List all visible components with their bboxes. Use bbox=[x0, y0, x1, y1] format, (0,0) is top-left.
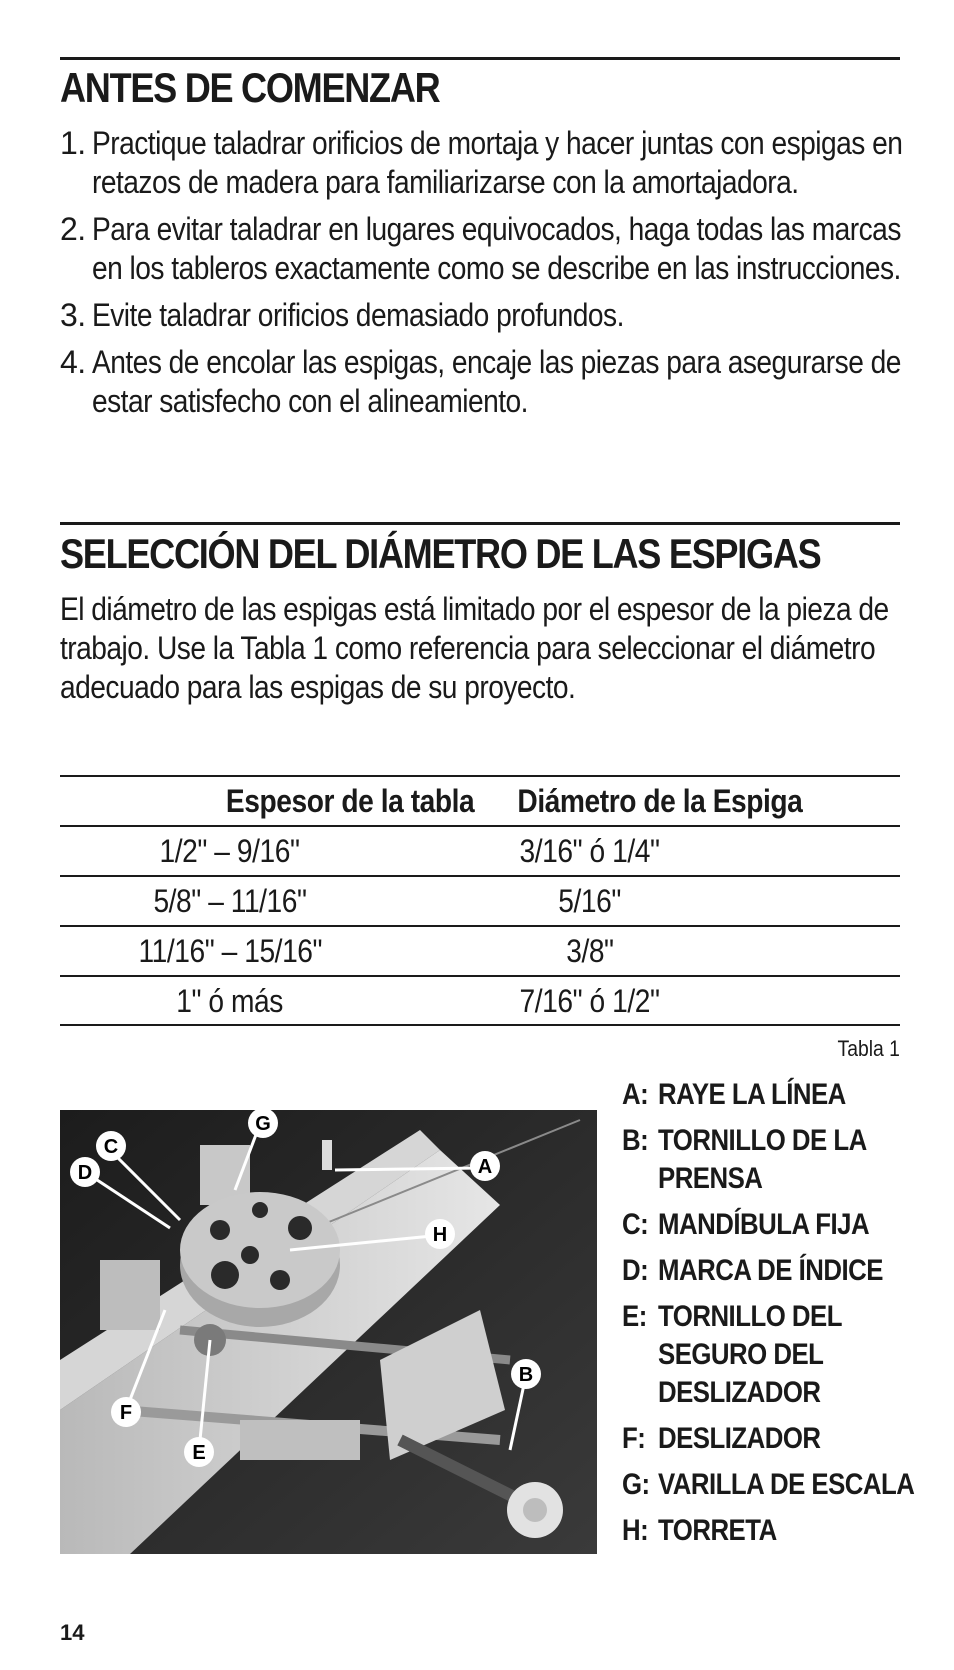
section-rule-seleccion bbox=[60, 522, 900, 525]
list-text: Antes de encolar las espigas, encaje las piezas para asegurarse de estar satisfecho con el alineamiento. bbox=[92, 344, 901, 419]
list-number: 3. bbox=[60, 297, 86, 333]
list-item bbox=[60, 343, 920, 421]
callout-d bbox=[70, 1157, 100, 1187]
table-row bbox=[60, 876, 900, 926]
table-row bbox=[60, 826, 900, 876]
section-rule-top bbox=[60, 57, 900, 60]
table-header: Espesor de la tabla bbox=[225, 783, 475, 819]
svg-text:H: H bbox=[432, 1224, 448, 1246]
list-number: 1. bbox=[60, 125, 86, 161]
section-title-antes: ANTES DE COMENZAR bbox=[60, 64, 440, 111]
table-header: Diámetro de la Espiga bbox=[517, 783, 803, 819]
callout-b bbox=[511, 1359, 541, 1389]
list-number: 2. bbox=[60, 211, 86, 247]
parts-legend bbox=[622, 1076, 942, 1558]
legend-item: E: TORNILLO DEL SEGURO DEL DESLIZADOR bbox=[622, 1300, 842, 1409]
section-title-seleccion: SELECCIÓN DEL DIÁMETRO DE LAS ESPIGAS bbox=[60, 530, 821, 577]
table-rule bbox=[60, 975, 900, 977]
list-text: Evite taladrar orificios demasiado profundos. bbox=[92, 297, 624, 333]
legend-item: D: MARCA DE ÍNDICE bbox=[622, 1254, 883, 1287]
table-rule bbox=[60, 825, 900, 827]
table-caption: Tabla 1 bbox=[837, 1036, 900, 1061]
callout-a bbox=[470, 1151, 500, 1181]
table-cell: 5/16" bbox=[558, 883, 622, 919]
list-text: Practique taladrar orificios de mortaja y hacer juntas con espigas en retazos de madera para familiarizarse con la amortajadora. bbox=[92, 125, 903, 200]
legend-item: G: VARILLA DE ESCALA bbox=[622, 1468, 915, 1501]
legend-item: C: MANDÍBULA FIJA bbox=[622, 1208, 870, 1241]
list-number: 4. bbox=[60, 344, 86, 380]
steps-list bbox=[60, 124, 920, 429]
list-item bbox=[60, 124, 920, 202]
legend-item: A: RAYE LA LÍNEA bbox=[622, 1078, 846, 1111]
callout-f bbox=[111, 1397, 141, 1427]
table-cell: 1" ó más bbox=[176, 983, 284, 1019]
table-rule bbox=[60, 925, 900, 927]
legend-item: B: TORNILLO DE LA PRENSA bbox=[622, 1124, 866, 1195]
svg-text:A: A bbox=[477, 1156, 493, 1178]
table-header-row bbox=[60, 776, 900, 826]
svg-text:F: F bbox=[119, 1402, 133, 1424]
table-cell: 11/16" – 15/16" bbox=[138, 933, 322, 969]
jig-illustration bbox=[60, 1110, 597, 1554]
table-rule bbox=[60, 875, 900, 877]
legend-item: F: DESLIZADOR bbox=[622, 1422, 821, 1455]
list-item bbox=[60, 210, 920, 288]
table-row bbox=[60, 926, 900, 976]
callout-c bbox=[96, 1131, 126, 1161]
list-item bbox=[60, 296, 920, 335]
table-rule bbox=[60, 1024, 900, 1026]
page-number: 14 bbox=[60, 1620, 85, 1645]
svg-text:G: G bbox=[255, 1113, 271, 1135]
svg-text:B: B bbox=[518, 1364, 534, 1386]
table-cell: 3/16" ó 1/4" bbox=[520, 833, 660, 869]
table-row bbox=[60, 976, 900, 1026]
table-cell: 5/8" – 11/16" bbox=[153, 883, 307, 919]
table-cell: 7/16" ó 1/2" bbox=[520, 983, 660, 1019]
callout-h bbox=[425, 1219, 455, 1249]
legend-item: H: TORRETA bbox=[622, 1514, 777, 1547]
list-text: Para evitar taladrar en lugares equivocados, haga todas las marcas en los tableros exactamente como se describe en las instrucciones. bbox=[92, 211, 901, 286]
section-body: El diámetro de las espigas está limitado por el espesor de la pieza de trabajo. Use la Tabla 1 como referencia para seleccionar el diámetro adecuado para las espigas de su proyecto. bbox=[60, 591, 889, 705]
table-cell: 1/2" – 9/16" bbox=[160, 833, 300, 869]
table-cell: 3/8" bbox=[566, 933, 614, 969]
svg-text:D: D bbox=[77, 1162, 93, 1184]
svg-text:E: E bbox=[192, 1442, 206, 1464]
dowel-table bbox=[60, 776, 900, 1026]
svg-text:C: C bbox=[103, 1136, 119, 1158]
callout-e bbox=[184, 1437, 214, 1467]
jig-photo bbox=[60, 1110, 597, 1554]
